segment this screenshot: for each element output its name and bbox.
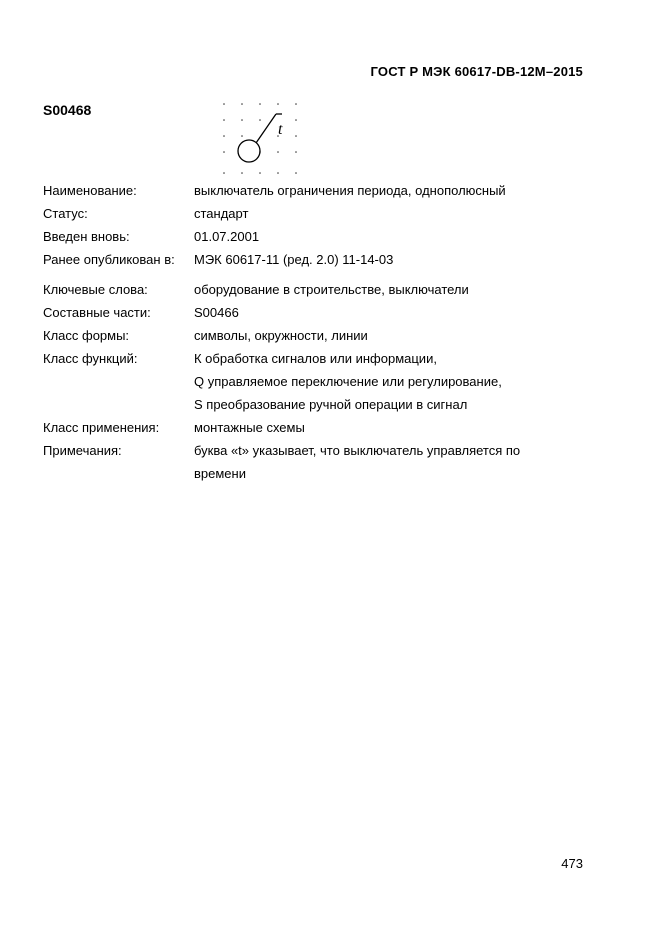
field-row-previously-published (43, 248, 583, 271)
field-value-line: S00466 (194, 305, 239, 320)
field-value-line: монтажные схемы (194, 420, 305, 435)
field-label: Класс формы: (43, 328, 130, 343)
symbol-id: S00468 (43, 102, 92, 118)
field-value (194, 278, 583, 301)
field-value-line: МЭК 60617-11 (ред. 2.0) 11-14-03 (194, 252, 394, 267)
field-value (194, 324, 583, 347)
field-row-introduced (43, 225, 583, 248)
field-value-line: времени (194, 466, 246, 481)
time-letter: t (278, 121, 283, 138)
field-row-shape-class (43, 324, 583, 347)
field-value-line: К обработка сигналов или информации, (194, 351, 437, 366)
field-label: Составные части: (43, 305, 151, 320)
field-label: Примечания: (43, 443, 122, 458)
field-value-line: стандарт (194, 206, 249, 221)
field-value-line: буква «t» указывает, что выключатель управляется по (194, 443, 521, 458)
field-value (194, 248, 583, 271)
field-value (194, 179, 583, 202)
symbol-figure (216, 98, 320, 182)
field-value (194, 225, 583, 248)
switch-circle (238, 140, 260, 162)
field-table (43, 179, 583, 485)
page-number: 473 (561, 856, 583, 871)
field-row-status (43, 202, 583, 225)
field-label: Статус: (43, 206, 88, 221)
switch-lever (256, 114, 276, 143)
field-value (194, 347, 583, 416)
field-label: Введен вновь: (43, 229, 130, 244)
field-label: Ранее опубликован в: (43, 252, 175, 267)
field-row-notes (43, 439, 583, 485)
field-value-line: Q управляемое переключение или регулирование, (194, 374, 502, 389)
field-label: Класс функций: (43, 351, 138, 366)
field-row-function-class (43, 347, 583, 416)
field-label: Ключевые слова: (43, 282, 148, 297)
field-value (194, 439, 583, 485)
field-value-line: S преобразование ручной операции в сигнал (194, 397, 468, 412)
field-value-line: оборудование в строительстве, выключатели (194, 282, 469, 297)
field-value-line: 01.07.2001 (194, 229, 260, 244)
field-row-application-class (43, 416, 583, 439)
field-value (194, 202, 583, 225)
field-label: Наименование: (43, 183, 137, 198)
field-row-components (43, 301, 583, 324)
field-value-line: символы, окружности, линии (194, 328, 368, 343)
field-label: Класс применения: (43, 420, 160, 435)
standard-code: ГОСТ Р МЭК 60617-DB-12M–2015 (370, 64, 583, 79)
field-value-line: выключатель ограничения периода, однополюсный (194, 183, 506, 198)
field-row-name (43, 179, 583, 202)
field-value (194, 301, 583, 324)
field-row-keywords (43, 278, 583, 301)
dot-grid (223, 103, 297, 174)
field-value (194, 416, 583, 439)
